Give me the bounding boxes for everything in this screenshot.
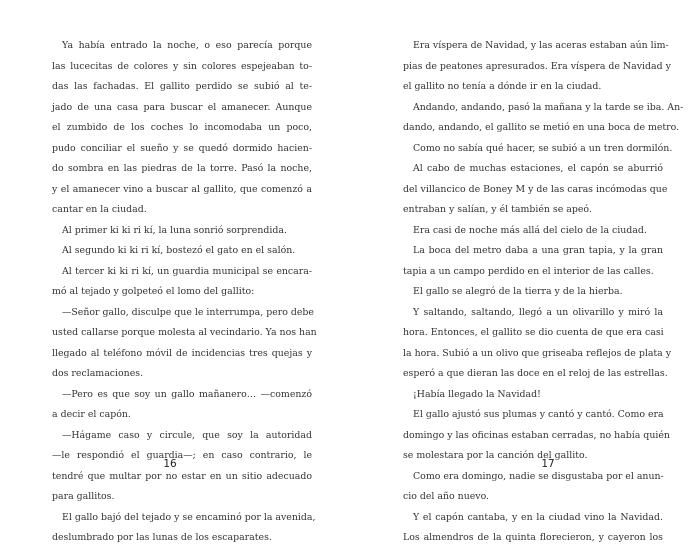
- text-line: Ya había entrado la noche, o eso parecía porque: [62, 40, 312, 51]
- text-line: cio del año nuevo.: [403, 491, 490, 502]
- right-page: [350, 0, 700, 543]
- text-line: Al cabo de muchas estaciones, el capón se aburrió: [413, 163, 663, 174]
- left-page: [0, 0, 350, 543]
- text-line: deslumbrado por las lunas de los escaparates.: [52, 532, 272, 543]
- text-line: —Pero es que soy un gallo mañanero… —comenzó: [62, 388, 312, 400]
- text-line: llegado al teléfono móvil de incidencias tres quejas y: [52, 347, 312, 359]
- text-line: las lucecitas de colores y sin colores espejeaban to-: [52, 60, 312, 72]
- page-number: 16: [163, 458, 177, 470]
- text-line: domingo y las oficinas estaban cerradas, no había quién: [403, 429, 670, 441]
- text-line: Y saltando, saltando, llegó a un olivarillo y miró la: [413, 306, 663, 318]
- right-page-text: [403, 36, 684, 549]
- left-page-text: [52, 36, 317, 549]
- text-line: Andando, andando, pasó la mañana y la tarde se iba. An-: [413, 101, 684, 113]
- text-line: el gallito no tenía a dónde ir en la ciudad.: [403, 81, 602, 92]
- text-line: y el amanecer vino a buscar al gallito, que comenzó a: [52, 183, 312, 195]
- text-line: El gallo ajustó sus plumas y cantó y cantó. Como era: [413, 409, 664, 420]
- text-line: del villancico de Boney M y de las caras incómodas que: [403, 183, 668, 195]
- text-line: pudo conciliar el sueño y se quedó dormido hacien-: [52, 142, 312, 154]
- text-line: Al segundo ki ki ri kí, bostezó el gato en el salón.: [62, 245, 296, 256]
- text-line: Al tercer ki ki ri kí, un guardia municipal se encara-: [62, 265, 312, 277]
- text-line: Era casi de noche más allá del cielo de la ciudad.: [413, 224, 647, 236]
- text-line: pias de peatones apresurados. Era víspera de Navidad y: [403, 60, 671, 72]
- text-line: esperó a que dieran las doce en el reloj de las estrellas.: [403, 368, 668, 379]
- text-line: para gallitos.: [52, 491, 115, 502]
- text-line: hora. Entonces, el gallito se dio cuenta de que era casi: [403, 327, 664, 338]
- text-line: La boca del metro daba a una gran tapia, y la gran: [413, 245, 663, 256]
- text-line: Como no sabía qué hacer, se subió a un tren dormilón.: [413, 142, 673, 154]
- text-line: do sombra en las piedras de la torre. Pasó la noche,: [52, 163, 312, 174]
- text-line: Los almendros de la quinta florecieron, y cayeron los: [403, 532, 663, 543]
- text-line: —Hágame caso y circule, que soy la autoridad: [62, 429, 312, 441]
- text-line: das las fachadas. El gallito perdido se subió al te-: [52, 81, 312, 92]
- text-line: cantar en la ciudad.: [52, 204, 147, 215]
- text-line: a decir el capón.: [52, 409, 131, 420]
- page-number: 17: [541, 458, 555, 470]
- text-line: —Señor gallo, disculpe que le interrumpa, pero debe: [62, 306, 314, 318]
- text-line: ¡Había llegado la Navidad!: [413, 388, 541, 400]
- text-line: Era víspera de Navidad, y las aceras estaban aún lim-: [413, 40, 669, 51]
- text-line: entraban y salían, y él también se apeó.: [403, 204, 592, 215]
- text-line: El gallo bajó del tejado y se encaminó por la avenida,: [62, 511, 316, 523]
- text-line: Al primer ki ki ri kí, la luna sonrió sorprendida.: [62, 224, 287, 236]
- text-line: jado de una casa para buscar el amanecer. Aunque: [52, 101, 312, 113]
- text-line: El gallo se alegró de la tierra y de la hierba.: [413, 286, 623, 297]
- text-line: el zumbido de los coches lo incomodaba un poco,: [52, 122, 312, 133]
- text-line: Y el capón cantaba, y en la ciudad vino la Navidad.: [413, 511, 663, 523]
- text-line: se molestara por la canción del gallito.: [403, 450, 588, 461]
- text-line: dos reclamaciones.: [52, 368, 144, 379]
- text-line: tendré que multar por no estar en un sitio adecuado: [52, 470, 312, 482]
- text-line: —le respondió el guardia—; en caso contrario, le: [52, 450, 312, 461]
- text-line: la hora. Subió a un olivo que griseaba reflejos de plata y: [403, 347, 672, 359]
- text-line: mó al tejado y golpeteó el lomo del gallito:: [52, 286, 255, 297]
- text-line: usted callarse porque molesta al vecindario. Ya nos han: [52, 327, 317, 338]
- text-line: tapia a un campo perdido en el interior de las calles.: [403, 265, 654, 277]
- text-line: Como era domingo, nadie se disgustaba por el anun-: [413, 470, 664, 482]
- text-line: dando, andando, el gallito se metió en una boca de metro.: [403, 122, 680, 133]
